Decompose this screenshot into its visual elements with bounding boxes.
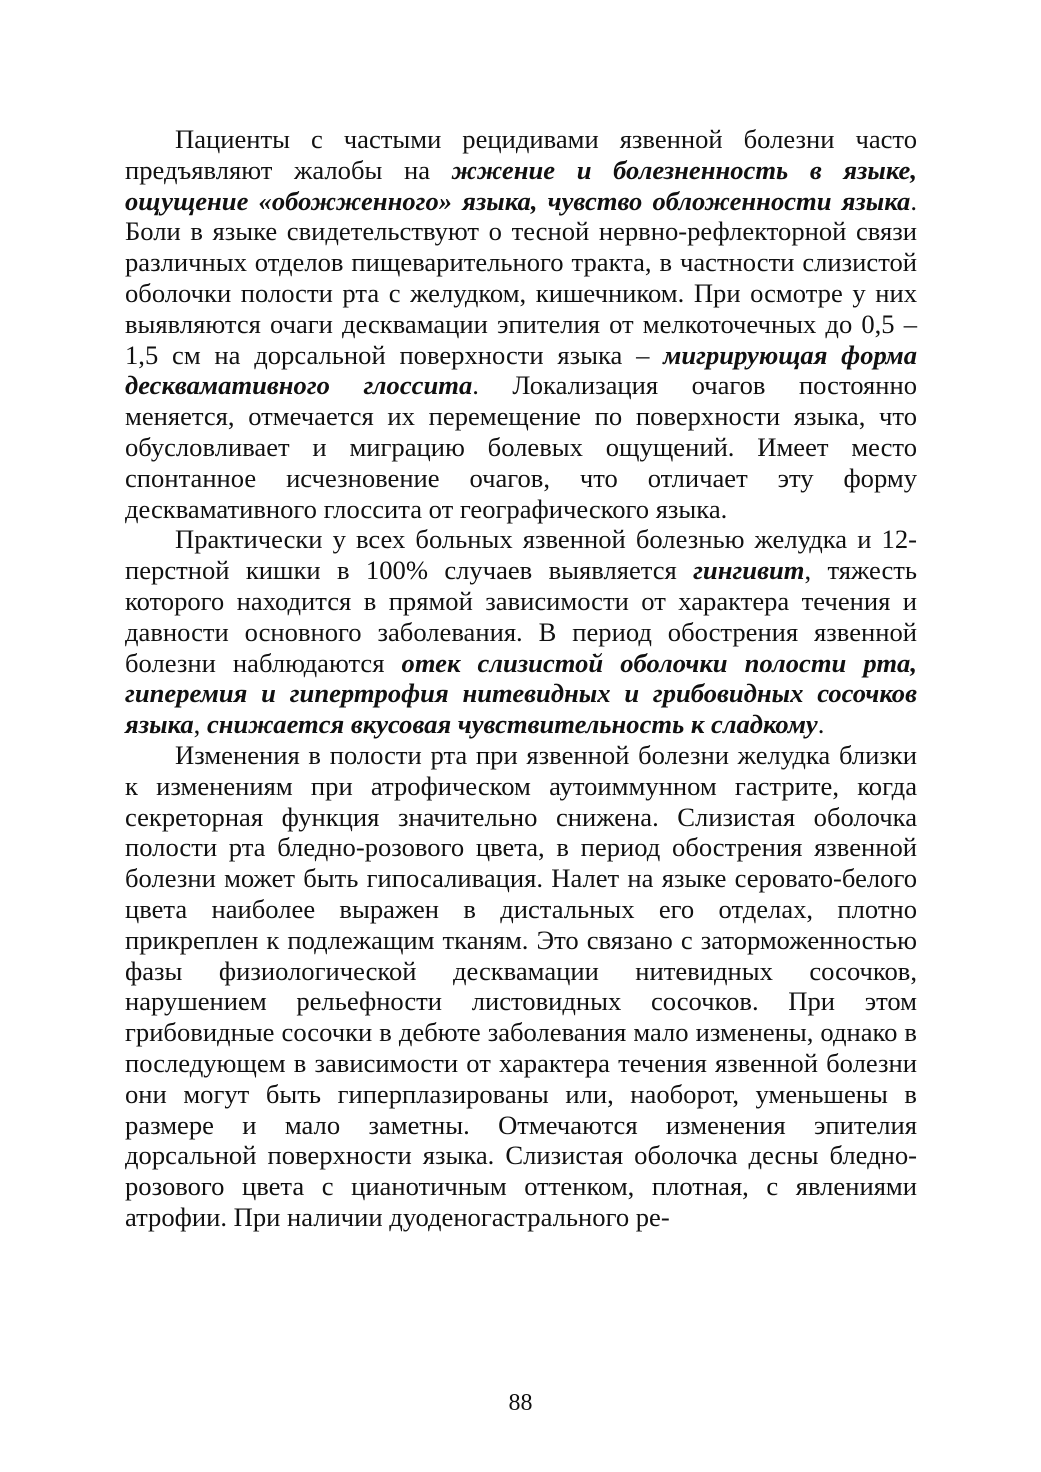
text-segment: , тяжесть которого находится в прямой зависимости от характера течения и давности основного заболевания. В период обострения язвенной болезни наблюдаются [125,555,918,678]
emphasized-text-segment: мигрирующая форма десквамативного глоссита [125,339,917,401]
emphasized-text-segment: жжение и болезненность в языке, ощущение «обожженного» языка, чувство обложенности языка [125,154,918,216]
text-segment: . Боли в языке свидетельствуют о тесной нервно-рефлекторной связи различных отделов пищеварительного тракта, в частности слизистой оболочки полости рта с желудком, кишечником. При осмотре у них выявляются очаги десквамации эпителия от мелкоточечных до 0,5 – 1,5 см на дорсальной поверхности языка – [125,185,917,370]
page-number: 88 [508,1390,533,1416]
text-segment: Изменения в полости рта при язвенной болезни желудка близки к изменениям при атрофическом аутоиммунном гастрите, когда секреторная функция значительно снижена. Слизистая оболочка полости рта бледно-розового цвета, в период обострения язвенной болезни может быть гипосаливация. Налет на языке серовато-белого цвета наиболее выражен в дистальных его отделах, плотно прикреплен к подлежащим тканям. Это связано с заторможенностью фазы физиологической десквамации нитевидных сосочков, нарушением рельефности листовидных сосочков. При этом грибовидные сосочки в дебюте заболевания мало изменены, однако в последующем в зависимости от характера течения язвенной болезни они могут быть гиперплазированы или, наоборот, уменьшены в размере и мало заметны. Отмечаются изменения эпителия дорсальной поверхности языка. Слизистая оболочка десны бледно-розового цвета с цианотичным оттенком, плотная, с явлениями атрофии. При наличии дуоденогастрального ре- [125,739,917,1232]
text-segment: , [193,709,207,740]
text-segment: . [817,709,825,740]
paragraph-ulcer-tongue-symptoms [125,124,917,524]
page-body [125,124,917,1233]
text-segment: Практически у всех больных язвенной болезнью желудка и 12-перстной кишки в 100% случаев выявляется [125,524,917,586]
paragraph-oral-changes [125,740,917,1233]
emphasized-text-segment: гингивит [693,555,805,586]
text-segment: Пациенты с частыми рецидивами язвенной болезни часто предъявляют жалобы на [125,124,917,185]
paragraph-gingivitis [125,524,917,740]
emphasized-text-segment: снижается вкусовая чувствительность к сладкому [206,709,818,740]
text-segment: . Локализация очагов постоянно меняется, отмечается их перемещение по поверхности языка, что обусловливает и миграцию болевых ощущений. Имеет место спонтанное исчезновение очагов, что отличает эту форму десквамативного глоссита от географического языка. [125,370,917,524]
emphasized-text-segment: отек слизистой оболочки полости рта, гиперемия и гипертрофия нитевидных и грибовидных сосочков языка [125,647,917,740]
